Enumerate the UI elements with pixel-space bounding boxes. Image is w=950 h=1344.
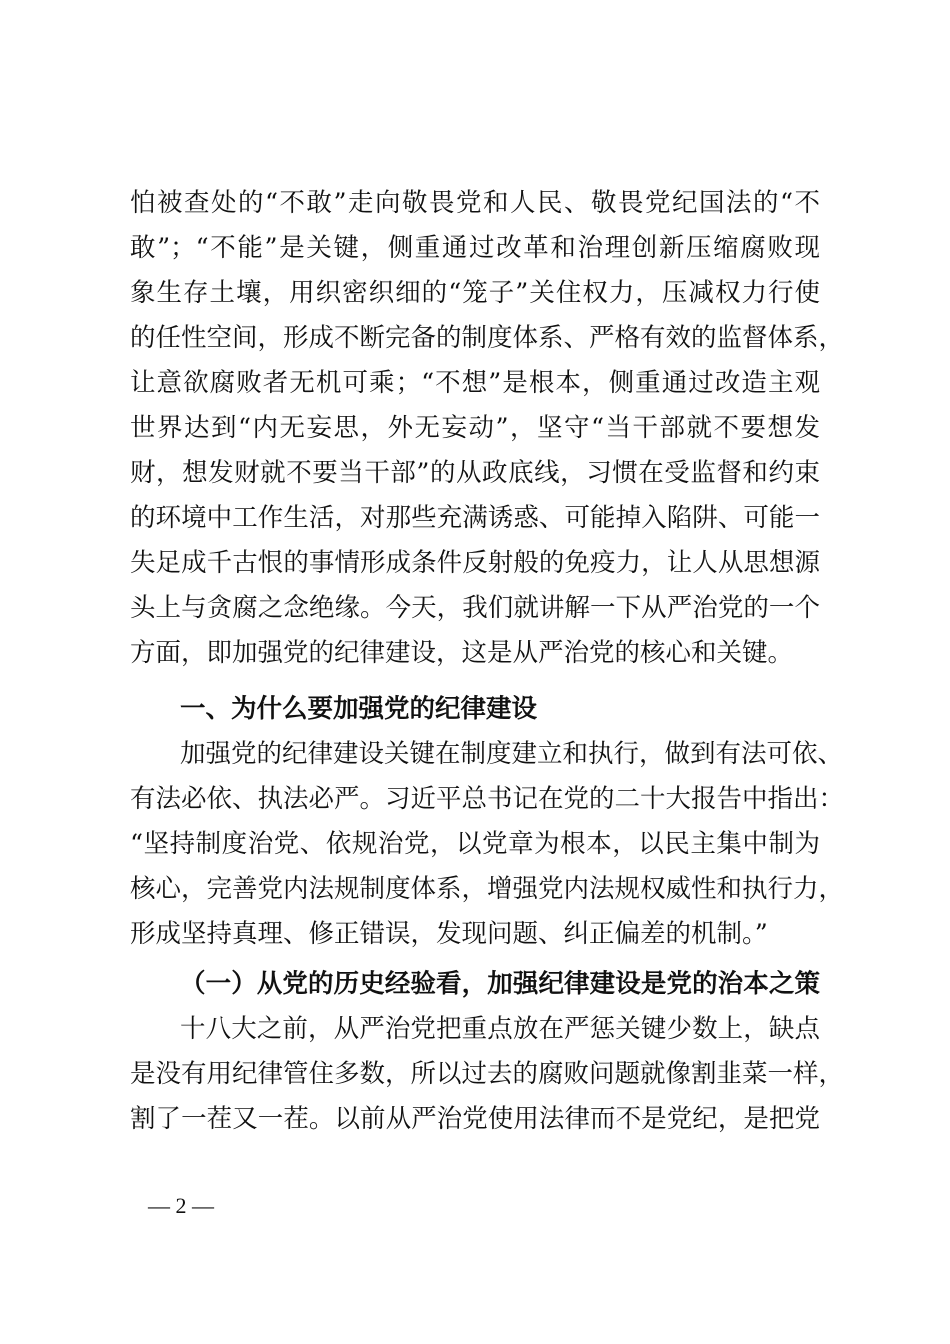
body-text-line: 象生存土壤，用织密织细的“笼子”关住权力，压减权力行使 [130, 278, 820, 308]
body-text-line: 敢”；“不能”是关键，侧重通过改革和治理创新压缩腐败现 [130, 233, 820, 263]
body-text-line: “坚持制度治党、依规治党，以党章为根本，以民主集中制为 [130, 829, 820, 859]
body-text-line: 方面，即加强党的纪律建设，这是从严治党的核心和关键。 [130, 638, 794, 668]
body-text-line: 让意欲腐败者无机可乘；“不想”是根本，侧重通过改造主观 [130, 368, 820, 398]
body-text-line: 形成坚持真理、修正错误，发现问题、纠正偏差的机制。” [130, 919, 768, 949]
section-heading: 一、为什么要加强党的纪律建设 [180, 694, 538, 724]
body-text-line: 有法必依、执法必严。习近平总书记在党的二十大报告中指出： [130, 784, 845, 814]
page-number: — 2 — [148, 1193, 214, 1218]
subsection-heading: （一）从党的历史经验看，加强纪律建设是党的治本之策 [180, 969, 820, 999]
body-text-line: 失足成千古恨的事情形成条件反射般的免疫力，让人从思想源 [130, 548, 820, 578]
body-text-line: 财，想发财就不要当干部”的从政底线，习惯在受监督和约束 [130, 458, 820, 488]
body-text-line: 是没有用纪律管住多数，所以过去的腐败问题就像割韭菜一样， [130, 1059, 845, 1089]
body-text-line: 怕被查处的“不敢”走向敬畏党和人民、敬畏党纪国法的“不 [130, 188, 820, 218]
body-text-line: 核心，完善党内法规制度体系，增强党内法规权威性和执行力， [130, 874, 845, 904]
body-text-line: 加强党的纪律建设关键在制度建立和执行，做到有法可依、 [180, 739, 844, 769]
body-text-line: 的任性空间，形成不断完备的制度体系、严格有效的监督体系， [130, 323, 845, 353]
body-text-line: 割了一茬又一茬。以前从严治党使用法律而不是党纪，是把党 [130, 1104, 820, 1134]
body-text-line: 十八大之前，从严治党把重点放在严惩关键少数上，缺点 [180, 1014, 820, 1044]
body-text-line: 头上与贪腐之念绝缘。今天，我们就讲解一下从严治党的一个 [130, 593, 820, 623]
body-text-line: 的环境中工作生活，对那些充满诱惑、可能掉入陷阱、可能一 [130, 503, 820, 533]
body-text-line: 世界达到“内无妄思，外无妄动”，坚守“当干部就不要想发 [130, 413, 820, 443]
